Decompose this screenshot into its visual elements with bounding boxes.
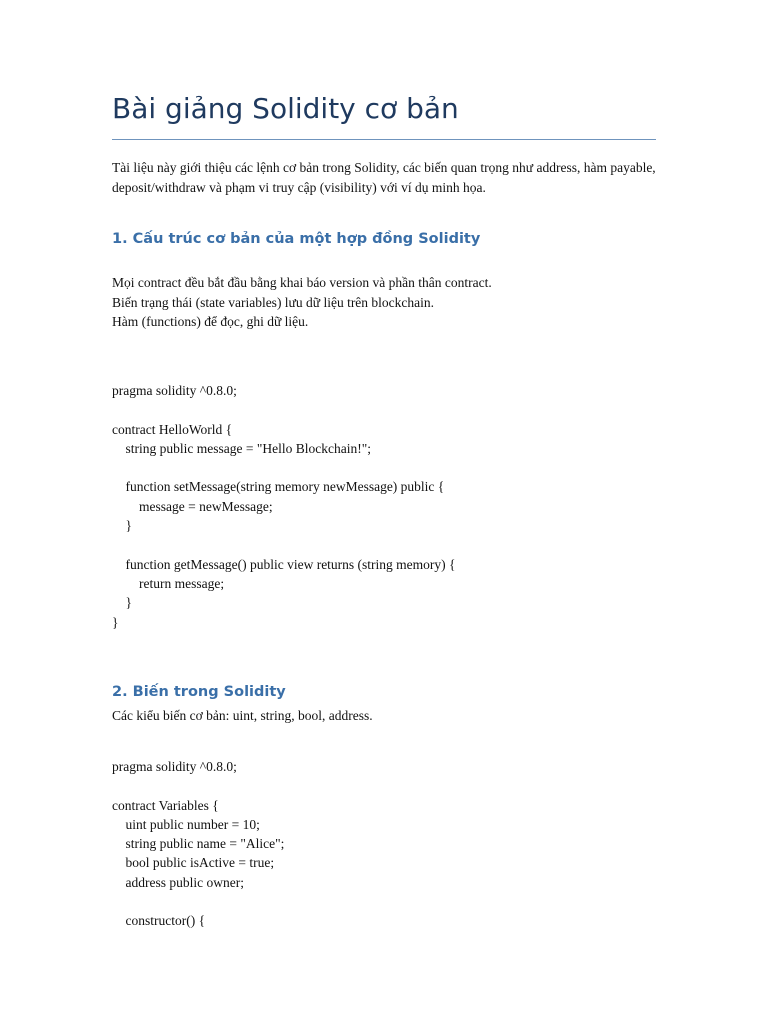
section-1-line: Biến trạng thái (state variables) lưu dữ liệu trên blockchain. xyxy=(112,294,435,310)
section-1-heading: 1. Cấu trúc cơ bản của một hợp đồng Solidity xyxy=(112,231,481,247)
section-2-code-block: pragma solidity ^0.8.0; contract Variables { uint public number = 10; string public name = "Alice"; bool public isActive = true; address public owner; constructor() { xyxy=(112,759,285,929)
title-underline xyxy=(112,139,656,140)
section-1-description xyxy=(112,273,672,332)
section-2-description: Các kiểu biến cơ bản: uint, string, bool, address. xyxy=(112,708,373,723)
section-1-line: Hàm (functions) để đọc, ghi dữ liệu. xyxy=(112,314,309,329)
section-1-line: Mọi contract đều bắt đầu bằng khai báo version và phần thân contract. xyxy=(112,275,492,290)
section-1-code-block: pragma solidity ^0.8.0; contract HelloWorld { string public message = "Hello Blockchain!"; function setMessage(string memory newMessage) public { message = newMessage; } function getMessage() public view returns (string memory) { return message; } } xyxy=(112,383,456,630)
intro-paragraph: Tài liệu này giới thiệu các lệnh cơ bản trong Solidity, các biến quan trọng như address, hàm payable, deposit/withdraw và phạm vi truy cập (visibility) với ví dụ minh họa. xyxy=(112,160,656,195)
section-2-heading: 2. Biến trong Solidity xyxy=(112,684,286,700)
document-title: Bài giảng Solidity cơ bản xyxy=(112,92,459,125)
